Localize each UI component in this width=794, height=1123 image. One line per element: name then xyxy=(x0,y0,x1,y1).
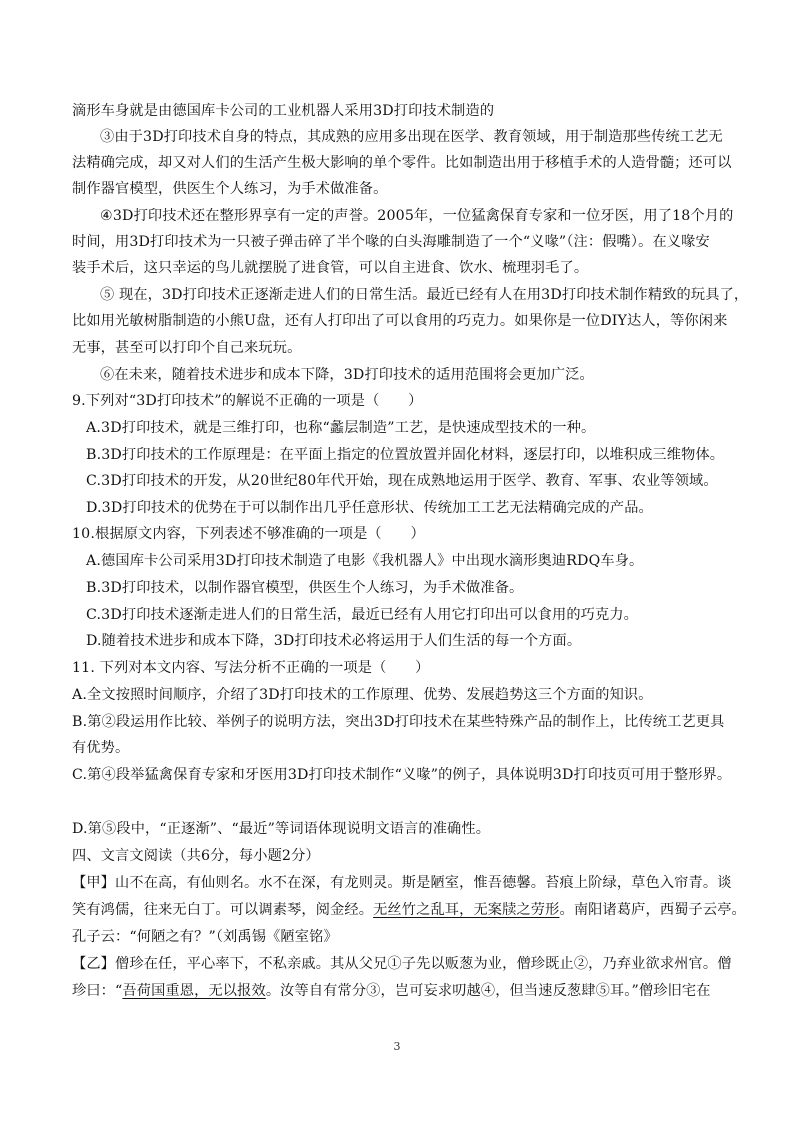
q11-option-b-cont: 有优势。 xyxy=(72,740,130,756)
jia-text: 笑有鸿儒，往来无白丁。可以调素琴，阅金经。 xyxy=(72,902,374,918)
q9-option-b: B.3D打印技术的工作原理是：在平面上指定的位置放置并固化材料，逐层打印，以堆积成三维物体。 xyxy=(86,447,725,463)
section-heading: 四、文言文阅读（共6分，每小题2分） xyxy=(72,848,320,864)
text-line: 法精确完成，却又对人们的生活产生极大影响的单个零件。比如制造出用于移植手术的人造骨髓；还可以 xyxy=(72,155,732,171)
text-line: 滴形车身就是由德国库卡公司的工业机器人采用3D打印技术制造的 xyxy=(72,103,495,119)
yi-text: 。汝等自有常分③，岂可妄求叨越④，但当速反葱肆⑤耳。”僧珍旧宅在 xyxy=(265,983,711,999)
yi-text: 珍曰：“ xyxy=(72,983,123,999)
text-line: 无事，甚至可以打印个自己来玩玩。 xyxy=(72,340,302,356)
text-line: 制作器官模型，供医生个人练习，为手术做准备。 xyxy=(72,181,388,197)
q9-option-d: D.3D打印技术的优势在于可以制作出几乎任意形状、传统加工工艺无法精确完成的产品。 xyxy=(86,500,653,516)
q10-option-a: A.德国库卡公司采用3D打印技术制造了电影《我机器人》中出现水滴形奥迪RDQ车身。 xyxy=(86,553,644,569)
q10-option-d: D.随着技术进步和成本下降，3D打印技术必将运用于人们生活的每一个方面。 xyxy=(86,633,582,649)
q9-option-c: C.3D打印技术的开发，从20世纪80年代开始，现在成熟地运用于医学、教育、军事、农业等领域。 xyxy=(86,473,718,489)
jia-underlined-sentence: 无丝竹之乱耳，无案牍之劳形 xyxy=(373,902,560,918)
q11-option-a: A.全文按照时间顺序，介绍了3D打印技术的工作原理、优势、发展趋势这三个方面的知识。 xyxy=(72,687,653,703)
question-10: 10.根据原文内容，下列表述不够准确的一项是（ ） xyxy=(72,526,425,542)
passage-yi-line-1: 【乙】僧珍在任，平心率下，不私亲戚。其从父兄①子先以贩葱为业，僧珍既止②，乃弃业欲求州官。僧 xyxy=(72,956,732,972)
question-9: 9.下列对“3D打印技术”的解说不正确的一项是（ ） xyxy=(72,393,423,409)
passage-jia-line-2 xyxy=(72,900,746,920)
q10-option-c: C.3D打印技术逐渐走进人们的日常生活，最近已经有人用它打印出可以食用的巧克力。 xyxy=(86,607,639,623)
passage-yi-line-2 xyxy=(72,981,711,1001)
page-number: 3 xyxy=(393,1040,401,1053)
q11-option-d: D.第⑤段中，“正逐渐”、“最近”等词语体现说明文语言的准确性。 xyxy=(72,821,491,837)
question-11: 11. 下列对本文内容、写法分析不正确的一项是（ ） xyxy=(72,660,430,676)
text-line: 时间，用3D打印技术为一只被子弹击碎了半个喙的白头海雕制造了一个“义喙”（注：假嘴）。在义喙安 xyxy=(72,234,710,250)
paragraph-6-line: ⑥在未来，随着技术进步和成本下降，3D打印技术的适用范围将会更加广泛。 xyxy=(100,367,594,383)
paragraph-5-line: ⑤ 现在，3D打印技术正逐渐走进人们的日常生活。最近已经有人在用3D打印技术制作精致的玩具了， xyxy=(100,287,749,303)
jia-text: 。南阳诸葛庐，西蜀子云亭。 xyxy=(559,902,746,918)
paragraph-3-line: ③由于3D打印技术自身的特点，其成熟的应用多出现在医学、教育领域，用于制造那些传统工艺无 xyxy=(100,129,723,145)
q11-option-c: C.第④段举猛禽保育专家和牙医用3D打印技术制作“义喙”的例子，具体说明3D打印技页可用于整形界。 xyxy=(72,767,732,783)
yi-underlined-sentence: 吾荷国重恩，无以报效 xyxy=(122,983,266,999)
q10-option-b: B.3D打印技术，以制作器官模型，供医生个人练习，为手术做准备。 xyxy=(86,580,524,596)
paragraph-4-line: ④3D打印技术还在整形界享有一定的声誉。2005年，一位猛禽保育专家和一位牙医，用了18个月的 xyxy=(100,208,734,224)
text-line: 比如用光敏树脂制造的小熊U盘，还有人打印出了可以食用的巧克力。如果你是一位DIY达人，等你闲来 xyxy=(72,313,728,329)
text-line: 装手术后，这只幸运的鸟儿就摆脱了进食管，可以自主进食、饮水、梳理羽毛了。 xyxy=(72,260,589,276)
q9-option-a: A.3D打印技术，就是三维打印，也称“蠡层制造”工艺，是快速成型技术的一种。 xyxy=(86,420,596,436)
passage-jia-line-1: 【甲】山不在高，有仙则名。水不在深，有龙则灵。斯是陋室，惟吾德馨。苔痕上阶绿，草色入帘青。谈 xyxy=(72,875,732,891)
passage-jia-line-3: 孔子云：“何陋之有？”（刘禹锡《陋室铭》 xyxy=(72,929,338,945)
q11-option-b: B.第②段运用作比较、举例子的说明方法，突出3D打印技术在某些特殊产品的制作上，比传统工艺更具 xyxy=(72,714,725,730)
